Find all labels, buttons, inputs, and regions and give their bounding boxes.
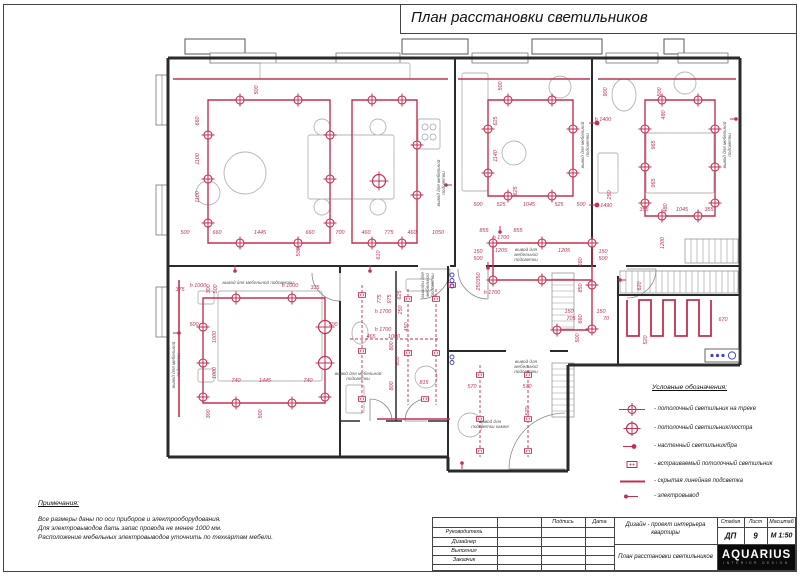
titleblock-line	[432, 517, 433, 571]
dimension-label: 965	[651, 140, 657, 150]
recessed-dot	[481, 450, 482, 451]
title-box	[400, 4, 796, 34]
recessed-light-icon	[359, 349, 366, 354]
dimension-label: 700	[335, 230, 345, 236]
dimension-label: 500	[575, 333, 581, 343]
dimension-label: 855	[479, 228, 489, 234]
recessed-rect	[449, 283, 456, 288]
track-light-icon	[411, 139, 424, 152]
legend-item-label: - скрытая линейная подсветка	[654, 478, 743, 484]
legend-item-label: - потолочный светильник/люстра	[654, 425, 753, 431]
dimension-label: 965	[651, 178, 657, 188]
titleblock-line	[541, 517, 542, 571]
hatch-area	[552, 363, 574, 417]
recessed-rect	[359, 293, 366, 298]
furniture	[308, 135, 394, 199]
annotation-label: вывод для подсветки камня	[471, 419, 509, 429]
recessed-dot	[406, 298, 407, 299]
titleblock-line	[717, 527, 796, 528]
legend-header: Условные обозначения:	[652, 384, 728, 391]
track-light-icon	[502, 94, 515, 107]
dimension-label: 975	[387, 294, 393, 304]
recessed-dot	[434, 352, 435, 353]
furniture	[430, 124, 436, 130]
titleblock-line	[614, 544, 796, 545]
dimension-label: 1100	[195, 153, 201, 165]
hatch-area	[685, 239, 738, 263]
wall-light-icon	[618, 439, 648, 454]
furniture	[422, 134, 428, 140]
dimension-label: 855	[513, 228, 523, 234]
dimension-label: 660	[578, 257, 584, 267]
titleblock-line	[585, 517, 586, 571]
dimension-label: 70	[603, 316, 609, 322]
dimension-label: 660	[195, 116, 201, 126]
annotation-label: вывод для мебельной подсветки	[334, 371, 382, 381]
recessed-dot	[437, 298, 438, 299]
titleblock-line	[432, 564, 614, 565]
track-light-icon	[692, 210, 705, 223]
furniture	[314, 199, 330, 215]
furniture	[598, 153, 618, 193]
track-light-icon	[618, 402, 648, 417]
recessed-dot	[434, 298, 435, 299]
track-light-icon	[366, 94, 379, 107]
scale-value: М 1:50	[770, 532, 793, 539]
track-light-icon	[230, 397, 243, 410]
panel-dot	[716, 354, 719, 357]
recessed-dot	[406, 352, 407, 353]
recessed-dot	[437, 352, 438, 353]
furniture	[430, 134, 436, 140]
riser-icon	[450, 355, 454, 359]
legend-item-label: - настенный светильник/бра	[654, 443, 737, 449]
furniture	[674, 72, 696, 94]
legend-item	[618, 489, 794, 505]
recessed-rect	[405, 351, 412, 356]
recessed-rect	[477, 373, 484, 378]
dimension-label: 150	[473, 249, 483, 255]
riser-icon	[450, 361, 454, 365]
recessed-dot	[409, 298, 410, 299]
recessed-dot	[526, 418, 527, 419]
titleblock-line	[744, 517, 745, 544]
dimension-label: 500	[258, 409, 264, 419]
ceiling-light-icon	[618, 421, 648, 436]
light-track	[488, 100, 573, 196]
outlet-icon	[618, 278, 626, 282]
track-light-icon	[396, 94, 409, 107]
stage-value: ДП	[724, 531, 737, 540]
door-arc	[509, 413, 565, 469]
notes-header: Примечания:	[38, 500, 79, 507]
dimension-label: 500	[473, 256, 483, 262]
titleblock-line	[767, 517, 768, 544]
recessed-light-icon	[433, 351, 440, 356]
track-light-icon	[197, 357, 210, 370]
door-arc	[370, 399, 392, 421]
track-light-icon	[324, 173, 337, 186]
dimension-label: 355	[704, 207, 714, 213]
dimension-label: h 1000	[281, 283, 299, 289]
outlet-icon	[618, 489, 648, 504]
dimension-label: 1000	[212, 367, 218, 379]
dimension-label: 1445	[254, 230, 266, 236]
legend-item	[618, 474, 794, 490]
recessed-dot	[478, 374, 479, 375]
stage-header: Стадия	[720, 519, 741, 525]
legend-item	[618, 457, 794, 473]
note-line: Для электровыводов дать запас провода не менее 1000 мм.	[38, 525, 222, 532]
dimension-label: 740	[303, 378, 313, 384]
parapet	[532, 39, 602, 54]
track-light-icon	[551, 324, 564, 337]
dimension-label: 1205	[558, 248, 570, 254]
riser-icon	[450, 273, 454, 277]
track-light-icon	[586, 237, 599, 250]
recessed-dot	[409, 352, 410, 353]
dimension-label: 775	[377, 294, 383, 304]
recessed-light-icon	[525, 449, 532, 454]
note-line: Все размеры даны по оси приборов и электрооборудования.	[38, 516, 221, 523]
track-light-icon	[202, 173, 215, 186]
dimension-label: h 1400	[594, 117, 612, 123]
track-light-icon	[692, 94, 705, 107]
dimension-label: 300	[206, 409, 212, 419]
annotation-label: вывод для мебельной подсветки	[514, 247, 538, 262]
circle	[633, 464, 635, 466]
dimension-label: h 1700	[483, 290, 501, 296]
recessed-rect	[477, 449, 484, 454]
dimension-label: 670	[718, 317, 728, 323]
furniture	[612, 79, 636, 111]
dimension-label: h 1700	[492, 235, 510, 241]
dimension-label: h 1700	[374, 327, 392, 333]
dimension-label: 150	[564, 309, 574, 315]
dimension-label: 250	[476, 281, 482, 291]
recessed-light-icon	[405, 297, 412, 302]
dimension-label: 300	[206, 284, 212, 294]
recessed-dot	[526, 374, 527, 375]
recessed-dot	[360, 398, 361, 399]
title-block	[432, 517, 796, 571]
recessed-dot	[360, 350, 361, 351]
track-light-icon	[586, 323, 599, 336]
dimension-label: 660	[305, 230, 315, 236]
dimension-label: 450	[404, 322, 410, 332]
recessed-rect	[405, 297, 412, 302]
aquarius-logo	[717, 544, 796, 571]
legend-item	[618, 421, 794, 437]
light-track	[203, 298, 325, 403]
dimension-label: 500	[498, 81, 504, 91]
sheet-header: Лист	[748, 519, 763, 525]
recessed-light-icon	[477, 449, 484, 454]
dimension-label: 520	[643, 335, 649, 345]
recessed-dot	[478, 450, 479, 451]
dimension-label: 335	[310, 285, 320, 291]
dimension-label: 250	[607, 190, 613, 200]
track-light-icon	[639, 123, 652, 136]
outlet-icon	[460, 461, 464, 469]
track-light-icon	[234, 94, 247, 107]
recessed-rect	[525, 449, 532, 454]
dimension-label: 460	[407, 230, 417, 236]
recessed-light-icon	[525, 417, 532, 422]
dimension-label: 1205	[495, 248, 507, 254]
role-label: Заказчик	[452, 556, 476, 563]
furniture	[370, 119, 386, 135]
recessed-light-icon	[477, 373, 484, 378]
dimension-label: 775	[384, 230, 394, 236]
role-label: Руководитель	[445, 529, 483, 535]
recessed-dot	[481, 374, 482, 375]
recessed-rect	[525, 417, 532, 422]
sheet-value: 9	[753, 531, 758, 540]
logo-subtext: INTERIOR DESIGN	[723, 560, 790, 565]
dimension-label: 625	[513, 186, 519, 196]
track-light-icon	[197, 391, 210, 404]
recessed-dot	[363, 294, 364, 295]
serpentine-light	[627, 300, 711, 336]
annotation-label: вывод для мебельнойподсветки	[436, 159, 446, 207]
role-label: Выполнил	[451, 547, 477, 554]
track-light-icon	[234, 237, 247, 250]
dimension-label: 610	[376, 250, 382, 260]
project-title: Дизайн - проект интерьера	[625, 522, 706, 528]
circle	[632, 444, 637, 449]
recessed-dot	[360, 294, 361, 295]
dimension-label: 1200	[660, 237, 666, 249]
dimension-label: 625	[493, 116, 499, 126]
dimension-label: 525	[554, 202, 564, 208]
annotation-label: выводы длямебельнойподсветки	[420, 272, 435, 298]
dimension-label: 815	[419, 380, 429, 386]
dimension-label: 625	[397, 290, 403, 300]
track-light-icon	[202, 129, 215, 142]
dimension-label: h 1490	[595, 203, 613, 209]
outlet-icon	[498, 226, 502, 234]
recessed-dot	[529, 418, 530, 419]
legend-item-label: - встраиваемый потолочный светильник	[654, 461, 773, 467]
role-label: Дизайнер	[451, 538, 477, 545]
recessed-light-icon	[618, 457, 648, 472]
track-light-icon	[567, 167, 580, 180]
track-light-icon	[286, 397, 299, 410]
track-light-icon	[487, 274, 500, 287]
recessed-dot	[423, 398, 424, 399]
linear-light-icon	[618, 474, 648, 489]
dimension-label: 850	[578, 283, 584, 293]
dimension-label: 500	[657, 87, 663, 97]
track-light-icon	[546, 94, 559, 107]
dimension-label: 1000	[388, 334, 400, 340]
dimension-label: 570	[522, 384, 532, 390]
legend	[618, 382, 794, 504]
dimension-label: 480	[661, 110, 667, 120]
page-title: План расстановки светильников	[411, 9, 648, 26]
recessed-rect	[422, 397, 429, 402]
recessed-dot	[529, 374, 530, 375]
dimension-label: 500	[328, 322, 338, 328]
dimension-label: 705	[566, 316, 576, 322]
furniture	[502, 141, 526, 165]
track-light-icon	[396, 237, 409, 250]
furniture	[422, 124, 428, 130]
parapet	[664, 39, 684, 54]
track-light-icon	[536, 237, 549, 250]
dimension-label: 150	[598, 249, 608, 255]
recessed-dot	[529, 450, 530, 451]
recessed-light-icon	[449, 283, 456, 288]
recessed-rect	[433, 351, 440, 356]
dimension-label: 500	[254, 85, 260, 95]
annotation-label: вывод для мебельнойподсветки	[171, 341, 181, 389]
light-track	[352, 100, 417, 243]
dimension-label: 465	[366, 334, 376, 340]
recessed-dot	[363, 350, 364, 351]
annotation-label: вывод для мебельной подсветки	[222, 280, 294, 285]
dimension-label: h 1000	[189, 283, 207, 289]
light-track	[208, 100, 330, 243]
track-light-icon	[639, 161, 652, 174]
parapet	[185, 39, 245, 54]
panel-dot	[721, 354, 724, 357]
recessed-dot	[526, 450, 527, 451]
dimension-label: 500	[213, 284, 219, 294]
riser-icon	[450, 279, 454, 283]
dimension-label: 350	[476, 272, 482, 282]
dimension-label: 375	[175, 287, 185, 293]
dimension-label: 500	[473, 202, 483, 208]
recessed-light-icon	[422, 397, 429, 402]
track-light-icon	[482, 167, 495, 180]
track-light-icon	[202, 217, 215, 230]
note-line: Расположение мебельных электровыводов уточнить по техкартам мебели.	[38, 534, 274, 541]
dimension-label: 1140	[493, 150, 499, 162]
dimension-label: 500	[576, 202, 586, 208]
dimension-label: 500	[296, 247, 302, 257]
track-light-icon	[230, 292, 243, 305]
track-light-icon	[536, 274, 549, 287]
track-light-icon	[319, 391, 332, 404]
track-light-icon	[546, 190, 559, 203]
dimension-label: 1000	[212, 331, 218, 343]
signature-header: Подпись	[552, 519, 574, 525]
chandelier-icon	[316, 354, 335, 373]
dimension-label: 900	[603, 87, 609, 97]
dimension-label: 525	[496, 202, 506, 208]
recessed-rect	[359, 397, 366, 402]
legend-item-label: - электровывод	[654, 493, 699, 499]
door-arc	[405, 399, 427, 421]
titleblock-line	[497, 517, 498, 571]
legend-item	[618, 402, 794, 418]
recessed-light-icon	[405, 351, 412, 356]
rect	[627, 462, 637, 468]
dimension-label: 250	[398, 305, 404, 315]
recessed-rect	[359, 349, 366, 354]
recessed-dot	[426, 398, 427, 399]
track-light-icon	[324, 217, 337, 230]
dimension-label: 480	[663, 203, 669, 213]
dimension-label: 150	[596, 309, 606, 315]
dimension-label: 660	[578, 314, 584, 324]
panel-dot	[710, 354, 713, 357]
annotation-label: вывод для мебельнойподсветки	[580, 121, 590, 169]
dimension-label: 800	[389, 341, 395, 351]
dimension-label: 1045	[523, 202, 535, 208]
dimension-label: 570	[525, 406, 531, 416]
outlet-icon	[173, 331, 181, 335]
track-light-icon	[709, 161, 722, 174]
parapet	[402, 39, 468, 54]
dimension-label: 355	[639, 207, 649, 213]
project-title-2: квартиры	[651, 530, 680, 536]
chandelier-icon	[370, 172, 389, 191]
logo-text: AQUARIUS	[721, 548, 792, 561]
dimension-label: 740	[231, 378, 241, 384]
furniture	[224, 152, 266, 194]
dimension-label: 800	[389, 381, 395, 391]
legend-item	[618, 439, 794, 455]
track-light-icon	[567, 123, 580, 136]
track-light-icon	[366, 237, 379, 250]
recessed-light-icon	[359, 397, 366, 402]
circle	[630, 464, 632, 466]
dimension-label: 620	[637, 281, 643, 291]
recessed-light-icon	[359, 293, 366, 298]
legend-item-label: - потолочный светильник на треке	[654, 406, 757, 412]
track-light-icon	[709, 123, 722, 136]
notes	[38, 500, 378, 542]
outlet-icon	[730, 117, 738, 121]
dimension-label: 500	[598, 256, 608, 262]
date-header: Дата	[592, 519, 607, 525]
dimension-label: 1100	[195, 191, 201, 203]
titleblock-line	[432, 527, 614, 528]
furniture	[352, 322, 368, 344]
dimension-label: 500	[189, 322, 199, 328]
dimension-label: 460	[361, 230, 371, 236]
furniture	[260, 63, 410, 79]
dimension-label: 660	[212, 230, 222, 236]
annotation-label: вывод для мебельнойподсветки	[722, 121, 732, 169]
dimension-label: 1050	[432, 230, 444, 236]
light-track	[645, 100, 715, 216]
scale-header: Масштаб	[769, 519, 794, 525]
track-light-icon	[411, 189, 424, 202]
track-light-icon	[324, 129, 337, 142]
furniture	[370, 199, 386, 215]
recessed-dot	[363, 398, 364, 399]
dimension-label: 570	[467, 384, 477, 390]
track-light-icon	[292, 94, 305, 107]
dimension-label: 500	[180, 230, 190, 236]
dimension-label: h 1700	[374, 309, 392, 315]
dimension-label: 600	[395, 356, 401, 366]
dimension-label: 1445	[259, 378, 271, 384]
drawing-title: План расстановки светильников	[618, 554, 713, 560]
track-light-icon	[286, 292, 299, 305]
furniture	[218, 291, 322, 381]
annotation-label: вывод для мебельной подсветки	[514, 359, 538, 374]
dimension-label: 1045	[676, 207, 688, 213]
